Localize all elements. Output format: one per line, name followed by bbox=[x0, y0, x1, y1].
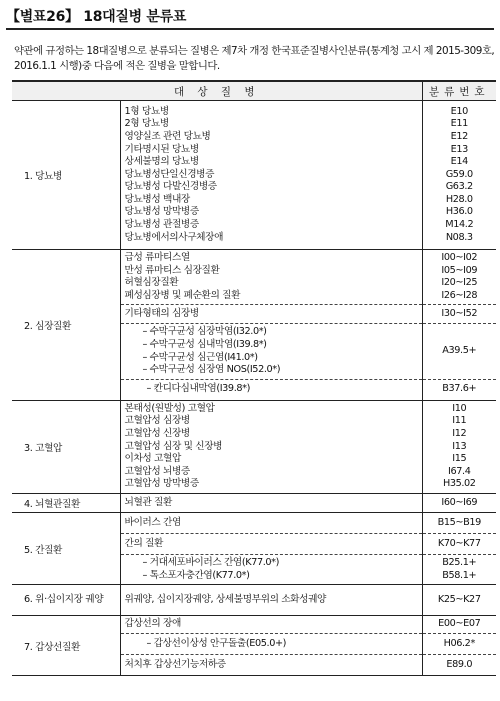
heart-meningococcal bbox=[120, 324, 422, 379]
code-item: I20~I25 bbox=[441, 277, 478, 289]
list-item: 고혈압성 심장병 bbox=[124, 415, 190, 427]
code-item: B58.1+ bbox=[442, 569, 477, 581]
liver-viral: 바이러스 간염 bbox=[120, 512, 422, 533]
code-item: I67.4 bbox=[448, 465, 471, 477]
liver-disease-code: K70~K77 bbox=[422, 533, 496, 554]
category-hypertension: 3. 고혈압 bbox=[12, 400, 120, 493]
liver-subdiseases bbox=[120, 554, 422, 584]
code-item: E13 bbox=[450, 143, 468, 155]
list-item: 당뇨병성단일신경병증 bbox=[124, 168, 215, 180]
category-thyroid: 7. 갑상선질환 bbox=[12, 616, 120, 676]
heart-other: 기타형태의 심장병 bbox=[120, 305, 422, 324]
code-item: E10 bbox=[450, 105, 468, 117]
page-title: 【별표26】 18대질병 분류표 bbox=[6, 9, 187, 25]
list-item: 당뇨병성 관절병증 bbox=[124, 219, 199, 231]
code-item: I00~I02 bbox=[441, 252, 478, 263]
list-item: – 톡소포자충간염(K77.0*) bbox=[142, 569, 250, 581]
list-item: 1형 당뇨병 bbox=[124, 105, 169, 117]
code-item: G59.0 bbox=[445, 168, 473, 180]
list-item: 상세불명의 당뇨병 bbox=[124, 156, 199, 168]
list-item: 2형 당뇨병 bbox=[124, 118, 169, 130]
code-item: I26~I28 bbox=[441, 289, 478, 301]
code-item: N08.3 bbox=[445, 231, 473, 243]
heart-codes bbox=[422, 250, 496, 305]
gastric-code: K25~K27 bbox=[422, 585, 496, 616]
list-item: 본태성(원발성) 고혈압 bbox=[124, 402, 215, 414]
list-item: 급성 류마티스열 bbox=[124, 252, 190, 263]
list-item: 기타명시된 당뇨병 bbox=[124, 143, 199, 155]
list-item: 고혈압성 뇌병증 bbox=[124, 465, 190, 477]
code-item: G63.2 bbox=[445, 181, 473, 193]
code-item: M14.2 bbox=[445, 219, 474, 231]
list-item: 당뇨병성 다발신경병증 bbox=[124, 181, 217, 193]
code-item: B25.1+ bbox=[442, 556, 477, 568]
hypertension-diseases bbox=[120, 400, 422, 493]
list-item: 당뇨병성 망막병증 bbox=[124, 206, 199, 218]
intro-paragraph: 약관에 규정하는 18대질병으로 분류되는 질병은 제7차 개정 한국표준질병사인분류(통계청 고시 제 2015-309호, 2016.1.1 시행)중 다음에 적은 질병을 말합니다. bbox=[14, 45, 495, 72]
heart-other-code: I30~I52 bbox=[422, 305, 496, 324]
cerebrovascular-code: I60~I69 bbox=[422, 493, 496, 512]
category-diabetes: 1. 당뇨병 bbox=[12, 101, 120, 250]
code-item: I05~I09 bbox=[441, 264, 478, 276]
list-item: 고혈압성 신장병 bbox=[124, 427, 190, 439]
category-liver: 5. 간질환 bbox=[12, 512, 120, 584]
thyroid-exophthalmos-code: H06.2* bbox=[422, 634, 496, 655]
list-item: 이차성 고혈압 bbox=[124, 453, 181, 465]
header-code: 분류번호 bbox=[422, 81, 496, 101]
liver-disease: 간의 질환 bbox=[120, 533, 422, 554]
heart-candida-code: B37.6+ bbox=[422, 379, 496, 400]
category-gastric-ulcer: 6. 위·십이지장 궤양 bbox=[12, 585, 120, 616]
code-item: I13 bbox=[452, 440, 467, 452]
gastric-disease: 위궤양, 십이지장궤양, 상세불명부위의 소화성궤양 bbox=[120, 585, 422, 616]
list-item: – 수막구균성 심근염(I41.0*) bbox=[142, 351, 258, 363]
list-item: – 수막구균성 심장염 NOS(I52.0*) bbox=[142, 364, 281, 376]
list-item: – 수막구균성 심장막염(I32.0*) bbox=[142, 326, 267, 338]
list-item: 당뇨병에서의사구체장애 bbox=[124, 231, 224, 243]
code-item: E12 bbox=[450, 130, 468, 142]
list-item: 당뇨병성 백내장 bbox=[124, 193, 190, 205]
list-item: 고혈압성 심장 및 신장병 bbox=[124, 440, 223, 452]
category-cerebrovascular: 4. 뇌혈관질환 bbox=[12, 493, 120, 512]
heart-meningococcal-code: A39.5+ bbox=[422, 324, 496, 379]
code-item: H35.02 bbox=[442, 478, 476, 490]
diabetes-codes bbox=[422, 101, 496, 250]
title-divider bbox=[6, 28, 494, 30]
list-item: – 수막구균성 심내막염(I39.8*) bbox=[142, 338, 267, 350]
code-item: I10 bbox=[452, 402, 467, 414]
code-item: H28.0 bbox=[445, 193, 473, 205]
thyroid-postprocedural-code: E89.0 bbox=[422, 655, 496, 676]
code-item: E14 bbox=[450, 156, 468, 168]
liver-viral-code: B15~B19 bbox=[422, 512, 496, 533]
list-item: 폐성심장병 및 폐순환의 질환 bbox=[124, 289, 241, 301]
list-item: – 거대세포바이러스 간염(K77.0*) bbox=[142, 556, 280, 568]
thyroid-postprocedural: 처치후 갑상선기능저하증 bbox=[120, 655, 422, 676]
liver-subcodes bbox=[422, 554, 496, 584]
header-disease: 대 상 질 병 bbox=[12, 81, 422, 101]
thyroid-disorder-code: E00~E07 bbox=[422, 616, 496, 634]
cerebrovascular-disease: 뇌혈관 질환 bbox=[120, 493, 422, 512]
heart-candida: – 칸디다심내막염(I39.8*) bbox=[120, 379, 422, 400]
list-item: 허혈심장질환 bbox=[124, 277, 179, 289]
list-item: 영양실조 관련 당뇨병 bbox=[124, 130, 211, 142]
disease-classification-table bbox=[12, 80, 496, 676]
diabetes-diseases bbox=[120, 101, 422, 250]
code-item: I11 bbox=[452, 415, 467, 427]
thyroid-disorder: 갑상선의 장애 bbox=[120, 616, 422, 634]
list-item: 고혈압성 망막병증 bbox=[124, 478, 199, 490]
thyroid-exophthalmos: – 갑상선이상성 안구돌출(E05.0+) bbox=[120, 634, 422, 655]
code-item: I15 bbox=[452, 453, 467, 465]
category-heart: 2. 심장질환 bbox=[12, 250, 120, 401]
hypertension-codes bbox=[422, 400, 496, 493]
code-item: I12 bbox=[452, 427, 467, 439]
code-item: H36.0 bbox=[445, 206, 473, 218]
code-item: E11 bbox=[450, 118, 468, 130]
heart-diseases bbox=[120, 250, 422, 305]
list-item: 만성 류마티스 심장질환 bbox=[124, 264, 220, 276]
